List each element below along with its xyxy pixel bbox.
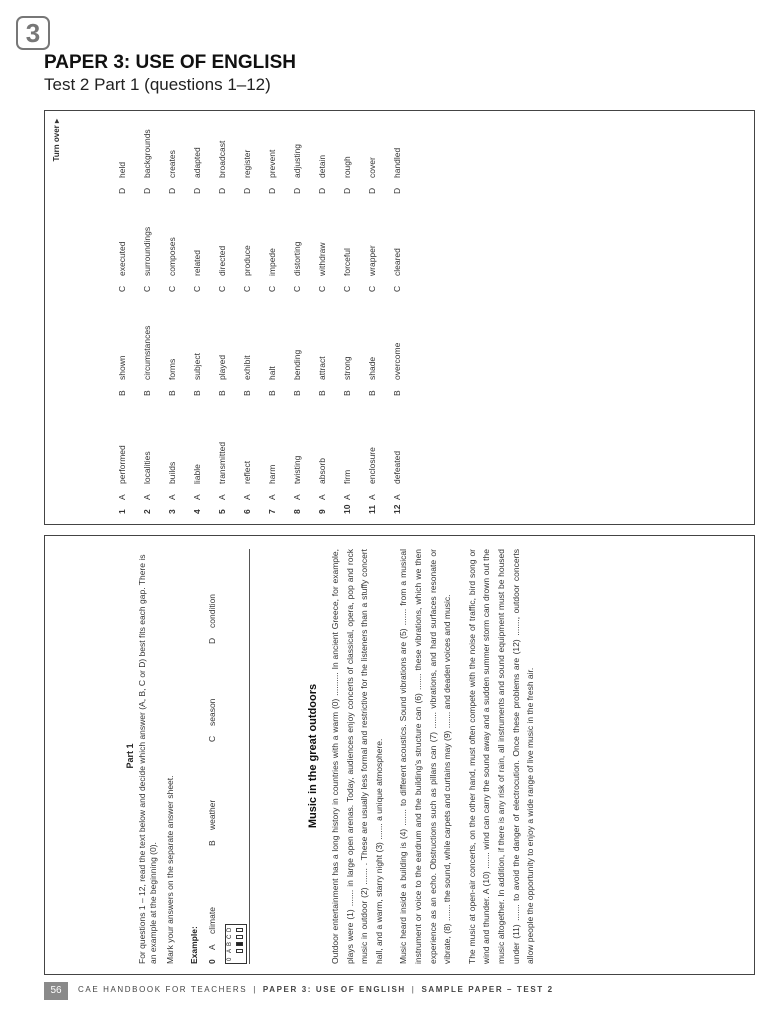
option-letter-d: D xyxy=(217,187,227,194)
answer-box-label-a: A xyxy=(227,948,233,953)
example-number: 0 xyxy=(207,959,217,964)
example-option-c: season xyxy=(207,698,217,726)
option-a: harm xyxy=(267,464,277,484)
example-row xyxy=(201,549,223,964)
option-letter-d: D xyxy=(367,187,377,194)
option-b: played xyxy=(217,354,227,380)
option-row xyxy=(361,114,386,514)
option-row xyxy=(111,114,136,514)
footer-test: SAMPLE PAPER – TEST 2 xyxy=(421,985,554,994)
option-c: impede xyxy=(267,248,277,276)
footer-separator: | xyxy=(411,985,416,994)
option-letter-c: C xyxy=(167,285,177,292)
option-a: performed xyxy=(117,445,127,484)
option-b: overcome xyxy=(392,342,402,380)
option-row xyxy=(136,114,161,514)
option-letter-c: C xyxy=(142,285,152,292)
option-letter-a: A xyxy=(392,494,402,500)
option-c: withdraw xyxy=(317,242,327,276)
option-letter-d: D xyxy=(292,187,302,194)
page-subtitle: Test 2 Part 1 (questions 1–12) xyxy=(44,75,271,94)
footer-paper: PAPER 3: USE OF ENGLISH xyxy=(262,985,406,994)
option-letter-b: B xyxy=(142,390,152,396)
example-option-b: weather xyxy=(207,799,217,830)
example-answer-box xyxy=(225,924,247,964)
article-paragraph: The music at open-air concerts, on the other hand, must often compete with the noise of traffic, bird song or wind and thunder. A (10) ....... wind can carry the sound away and a sudden summer storm can drown out the music altogether. In addition, if there is any risk of rain, all instruments and sound equipment must be housed under (11) ....... to avoid the danger of electrocution. Once these problems are (12) ......., outdoor concerts allow people the opportunity to enjoy a wide range of live music in the fresh air. xyxy=(466,549,536,964)
example-option-a: climate xyxy=(207,907,217,934)
option-letter-c: C xyxy=(292,285,302,292)
option-letter-c: C xyxy=(342,285,352,292)
option-b: bending xyxy=(292,349,302,380)
option-a: reflect xyxy=(242,460,252,484)
option-letter-b: B xyxy=(367,390,377,396)
option-a: absorb xyxy=(317,458,327,484)
option-b: circumstances xyxy=(142,325,152,380)
option-row xyxy=(286,114,311,514)
example-option-d: condition xyxy=(207,593,217,628)
option-a: firm xyxy=(342,469,352,484)
option-d: creates xyxy=(167,150,177,178)
option-letter-a: A xyxy=(317,494,327,500)
option-letter-b: B xyxy=(392,390,402,396)
option-c: surroundings xyxy=(142,226,152,276)
option-letter-b: B xyxy=(117,390,127,396)
option-c: forceful xyxy=(342,248,352,276)
option-b: attract xyxy=(317,356,327,380)
question-number: 12 xyxy=(392,504,402,514)
question-number: 11 xyxy=(367,505,377,514)
option-c: executed xyxy=(117,241,127,276)
option-c: cleared xyxy=(392,248,402,276)
footer-separator: | xyxy=(253,985,257,994)
option-b: subject xyxy=(192,353,202,380)
option-c: wrapper xyxy=(367,245,377,276)
option-row xyxy=(161,114,186,514)
option-letter-d: D xyxy=(167,187,177,194)
example-letter-a: A xyxy=(207,944,217,950)
option-d: handled xyxy=(392,147,402,178)
options-rotated-content xyxy=(45,111,755,525)
option-letter-d: D xyxy=(242,187,252,194)
option-letter-d: D xyxy=(342,187,352,194)
option-b: forms xyxy=(167,358,177,380)
answer-box-cell-d xyxy=(236,928,243,932)
option-d: broadcast xyxy=(217,140,227,178)
option-letter-b: B xyxy=(317,390,327,396)
option-b: strong xyxy=(342,356,352,380)
question-number: 6 xyxy=(242,509,252,514)
option-letter-b: B xyxy=(192,390,202,396)
option-letter-a: A xyxy=(217,494,227,500)
option-d: cover xyxy=(367,157,377,178)
article-paragraph: Outdoor entertainment has a long history in countries with a warm (0) .......... In ancient Greece, for example, plays were (1) ....... in large open arenas. Today, audiences enjoy concerts of classical, opera, pop and rock music in outdoor (2) ....... . These are usually less formal and restrictive for the listeners than a stuffy concert hall, and a warm, starry night (3) ....... a unique atmosphere. xyxy=(330,549,384,964)
page-title: PAPER 3: USE OF ENGLISH xyxy=(44,52,296,73)
option-letter-a: A xyxy=(292,494,302,500)
option-d: register xyxy=(242,149,252,178)
option-a: transmitted xyxy=(217,441,227,484)
option-letter-a: A xyxy=(367,494,377,500)
option-letter-c: C xyxy=(242,285,252,292)
option-letter-a: A xyxy=(167,494,177,500)
option-letter-c: C xyxy=(392,285,402,292)
question-number: 3 xyxy=(167,509,177,514)
option-letter-d: D xyxy=(267,187,277,194)
example-letter-c: C xyxy=(207,735,217,742)
question-number: 8 xyxy=(292,509,302,514)
option-row xyxy=(311,114,336,514)
option-letter-a: A xyxy=(267,494,277,500)
option-row xyxy=(336,114,361,514)
example-label: Example: xyxy=(189,926,199,964)
answer-box-label-d: D xyxy=(227,927,233,932)
option-b: exhibit xyxy=(242,355,252,380)
option-letter-a: A xyxy=(242,494,252,500)
option-letter-d: D xyxy=(142,187,152,194)
example-letter-b: B xyxy=(207,840,217,846)
question-number: 9 xyxy=(317,509,327,514)
option-row xyxy=(261,114,286,514)
option-letter-a: A xyxy=(117,494,127,500)
paper-number-badge: 3 xyxy=(16,16,50,50)
option-d: held xyxy=(117,161,127,178)
option-a: builds xyxy=(167,461,177,484)
option-row xyxy=(236,114,261,514)
option-letter-a: A xyxy=(142,494,152,500)
answer-box-cell-c xyxy=(236,935,243,939)
instructions xyxy=(137,549,182,964)
option-c: distorting xyxy=(292,241,302,276)
option-a: twisting xyxy=(292,455,302,484)
part-heading: Part 1 xyxy=(125,743,135,769)
text-rotated-content xyxy=(45,536,755,975)
option-c: produce xyxy=(242,245,252,276)
instruction-text: For questions 1 – 12, read the text below and decide which answer (A, B, C or D) best fits each gap. There is an example at the beginning (0). xyxy=(137,554,158,964)
option-letter-d: D xyxy=(392,187,402,194)
question-number: 4 xyxy=(192,509,202,514)
option-letter-b: B xyxy=(217,390,227,396)
option-letter-c: C xyxy=(192,285,202,292)
option-d: rough xyxy=(342,156,352,178)
text-panel xyxy=(44,535,755,975)
option-d: detain xyxy=(317,154,327,178)
divider xyxy=(249,549,250,964)
option-b: halt xyxy=(267,366,277,380)
answer-box-label-c: C xyxy=(227,934,233,939)
article-paragraph: Music heard inside a building is (4) ....... to different acoustics. Sound vibrations are (5) ....... from a musical instrument or voice to the eardrum and the building’s structure can (6) ....... these vibrations, which we then experience as an echo. Obstructions such as pillars can (7) ....... vibrations, and hard surfaces resonate or vibrate, (8) ....... the sound, while carpets and curtains may (9) ....... and deaden voices and music. xyxy=(398,549,453,964)
option-letter-b: B xyxy=(292,390,302,396)
option-letter-b: B xyxy=(167,390,177,396)
instruction-answer-sheet: Mark your answers on the separate answer sheet. xyxy=(165,775,175,964)
answer-box-label-b: B xyxy=(227,941,233,946)
option-letter-d: D xyxy=(317,187,327,194)
option-letter-c: C xyxy=(267,285,277,292)
footer-handbook: CAE HANDBOOK FOR TEACHERS xyxy=(78,985,248,994)
question-number: 2 xyxy=(142,509,152,514)
option-letter-c: C xyxy=(217,285,227,292)
question-number: 10 xyxy=(342,504,352,514)
option-letter-a: A xyxy=(192,494,202,500)
option-d: adjusting xyxy=(292,143,302,178)
option-row xyxy=(211,114,236,514)
option-row xyxy=(186,114,211,514)
option-c: directed xyxy=(217,245,227,276)
answer-box-number: 0 xyxy=(227,957,233,961)
answer-box-cell-a xyxy=(236,949,243,953)
option-letter-b: B xyxy=(342,390,352,396)
option-letter-c: C xyxy=(317,285,327,292)
option-a: enclosure xyxy=(367,447,377,484)
turn-over-label: Turn over ▸ xyxy=(52,119,61,162)
footer-running-head xyxy=(78,985,554,994)
option-b: shown xyxy=(117,355,127,380)
option-d: backgrounds xyxy=(142,129,152,178)
option-letter-b: B xyxy=(267,390,277,396)
article-title: Music in the great outdoors xyxy=(307,683,319,829)
option-letter-c: C xyxy=(367,285,377,292)
option-letter-c: C xyxy=(117,285,127,292)
option-a: localities xyxy=(142,451,152,484)
option-d: adapted xyxy=(192,147,202,178)
question-number: 7 xyxy=(267,509,277,514)
option-a: defeated xyxy=(392,450,402,484)
question-number: 1 xyxy=(117,509,127,514)
question-number: 5 xyxy=(217,509,227,514)
page-number: 56 xyxy=(44,982,68,1000)
option-letter-d: D xyxy=(117,187,127,194)
option-letter-a: A xyxy=(342,494,352,500)
article-body xyxy=(328,549,548,964)
option-b: shade xyxy=(367,356,377,380)
option-letter-b: B xyxy=(242,390,252,396)
option-c: related xyxy=(192,250,202,276)
option-row xyxy=(386,114,411,514)
option-d: prevent xyxy=(267,149,277,178)
answer-box-cell-b-marked xyxy=(236,942,243,946)
options-panel xyxy=(44,110,755,525)
options-list xyxy=(111,114,411,514)
example-letter-d: D xyxy=(207,637,217,644)
option-letter-d: D xyxy=(192,187,202,194)
option-c: composes xyxy=(167,237,177,276)
option-a: liable xyxy=(192,464,202,484)
